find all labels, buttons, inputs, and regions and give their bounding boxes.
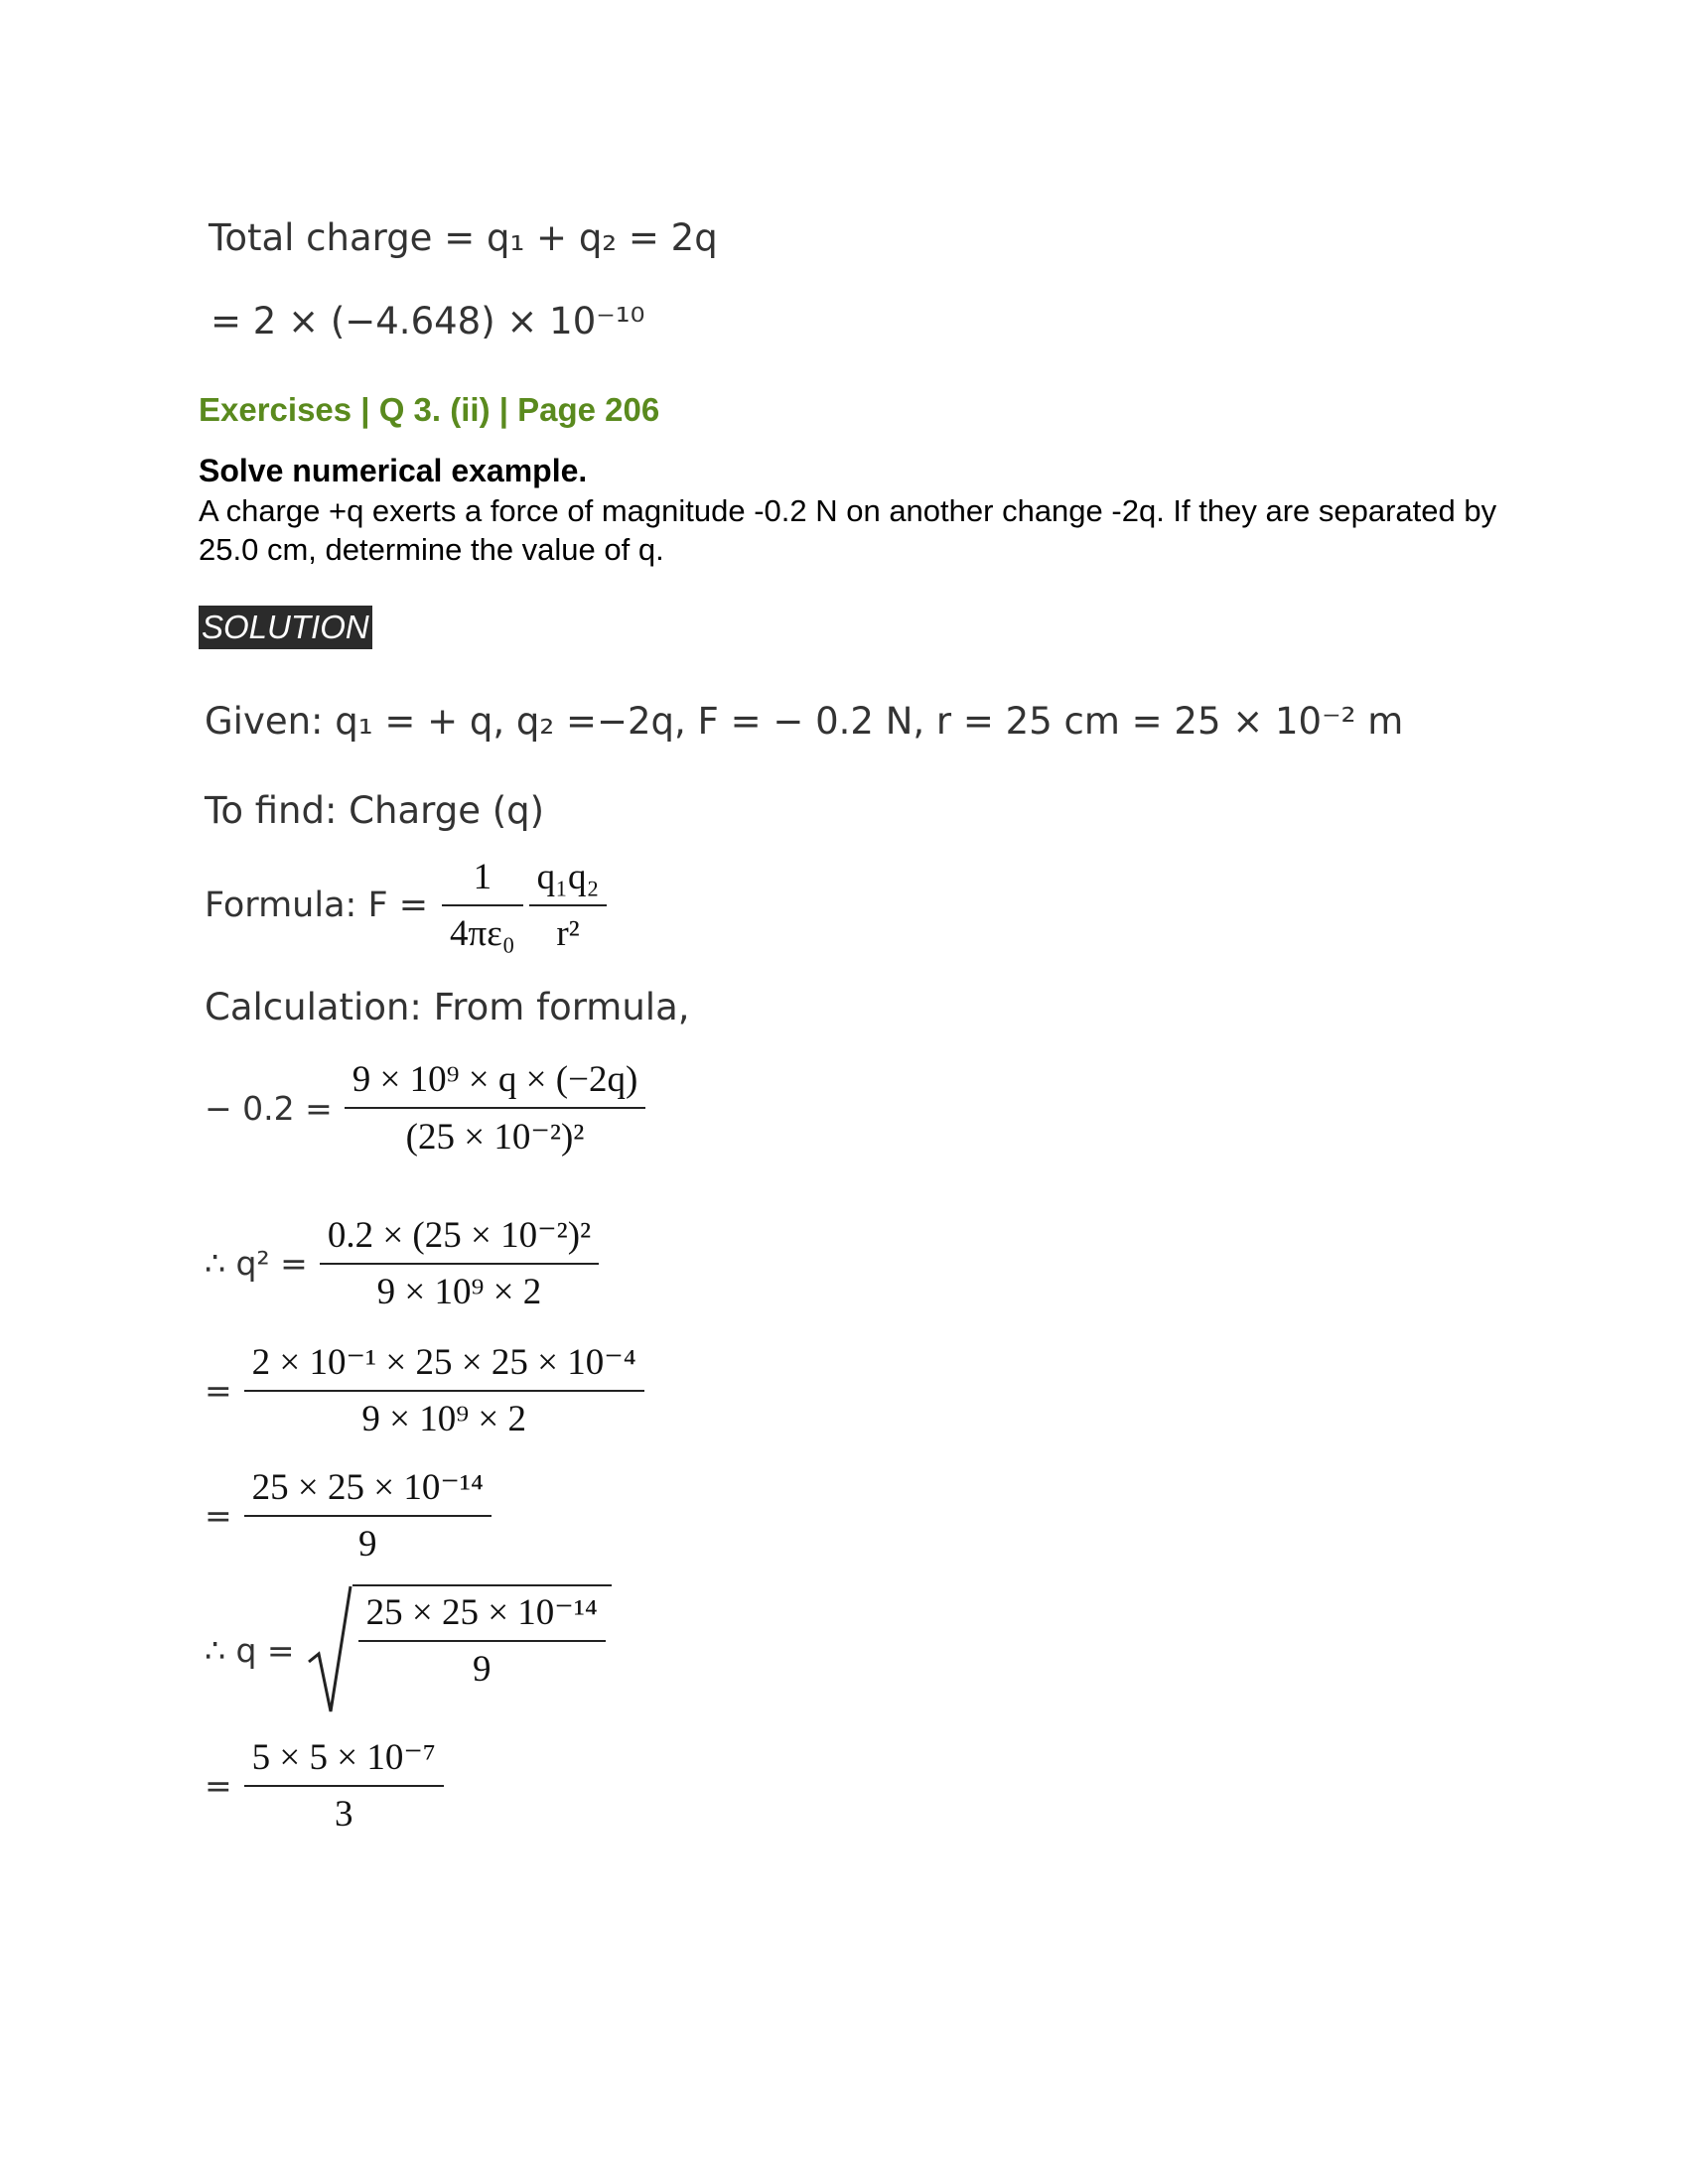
equation-step-1 [205, 1058, 645, 1159]
step-1-fraction [345, 1058, 646, 1159]
step-4-fraction [244, 1465, 492, 1566]
solution-badge: SOLUTION [199, 606, 372, 649]
step-6-numerator: 5 × 5 × 10⁻⁷ [251, 1737, 436, 1778]
exercise-header: Exercises | Q 3. (ii) | Page 206 [199, 391, 660, 428]
step-6-denominator: 3 [244, 1785, 444, 1836]
step-4-lhs: = [205, 1496, 232, 1535]
step-6-fraction [244, 1735, 444, 1836]
step-2-fraction [320, 1213, 599, 1313]
step-1-numerator: 9 × 10⁹ × q × (−2q) [352, 1059, 638, 1100]
formula-den-2: r² [529, 904, 608, 955]
step-1-denominator: (25 × 10⁻²)² [345, 1107, 646, 1159]
equation-step-4 [205, 1465, 492, 1566]
step-2-lhs: ∴ q² = [205, 1244, 308, 1283]
step-5-numerator: 25 × 25 × 10⁻¹⁴ [365, 1592, 598, 1633]
step-3-denominator: 9 × 10⁹ × 2 [244, 1390, 644, 1440]
formula-den-1: 4πε₀ [442, 904, 523, 955]
step-3-lhs: = [205, 1371, 232, 1410]
equation-step-5 [205, 1584, 612, 1715]
calculation-label: Calculation: From formula, [205, 986, 690, 1028]
formula-num-2: q₁q₂ [536, 857, 600, 897]
step-5-lhs: ∴ q = [205, 1630, 295, 1670]
question-text: A charge +q exerts a force of magnitude -0.2 N on another change -2q. If they are separated by 25.0 cm, determine the value of q. [199, 493, 1497, 567]
step-2-denominator: 9 × 10⁹ × 2 [320, 1263, 599, 1313]
step-4-denominator: 9 [244, 1515, 492, 1566]
formula-num-1: 1 [473, 857, 492, 897]
step-5-denominator: 9 [358, 1640, 606, 1691]
total-charge-value-line: = 2 × (−4.648) × 10⁻¹⁰ [211, 300, 645, 342]
step-3-numerator: 2 × 10⁻¹ × 25 × 25 × 10⁻⁴ [251, 1342, 636, 1383]
formula-fraction-constant [442, 856, 523, 955]
step-3-fraction [244, 1340, 644, 1440]
equation-step-2 [205, 1213, 599, 1313]
step-1-lhs: − 0.2 = [205, 1089, 333, 1128]
square-root [307, 1584, 612, 1715]
step-5-fraction [358, 1590, 606, 1691]
step-6-lhs: = [205, 1766, 232, 1805]
total-charge-line: Total charge = q₁ + q₂ = 2q [209, 216, 718, 259]
equation-step-6 [205, 1735, 444, 1836]
step-4-numerator: 25 × 25 × 10⁻¹⁴ [251, 1467, 484, 1508]
given-line: Given: q₁ = + q, q₂ =−2q, F = − 0.2 N, r = 25 cm = 25 × 10⁻² m [205, 700, 1404, 743]
formula-row [205, 856, 607, 955]
question-title: Solve numerical example. [199, 453, 588, 488]
radical-sign-icon [307, 1584, 352, 1715]
to-find-line: To find: Charge (q) [205, 789, 545, 832]
step-2-numerator: 0.2 × (25 × 10⁻²)² [327, 1215, 592, 1256]
formula-label: Formula: F = [205, 886, 429, 925]
equation-step-3 [205, 1340, 644, 1440]
formula-fraction-charges [529, 856, 608, 955]
